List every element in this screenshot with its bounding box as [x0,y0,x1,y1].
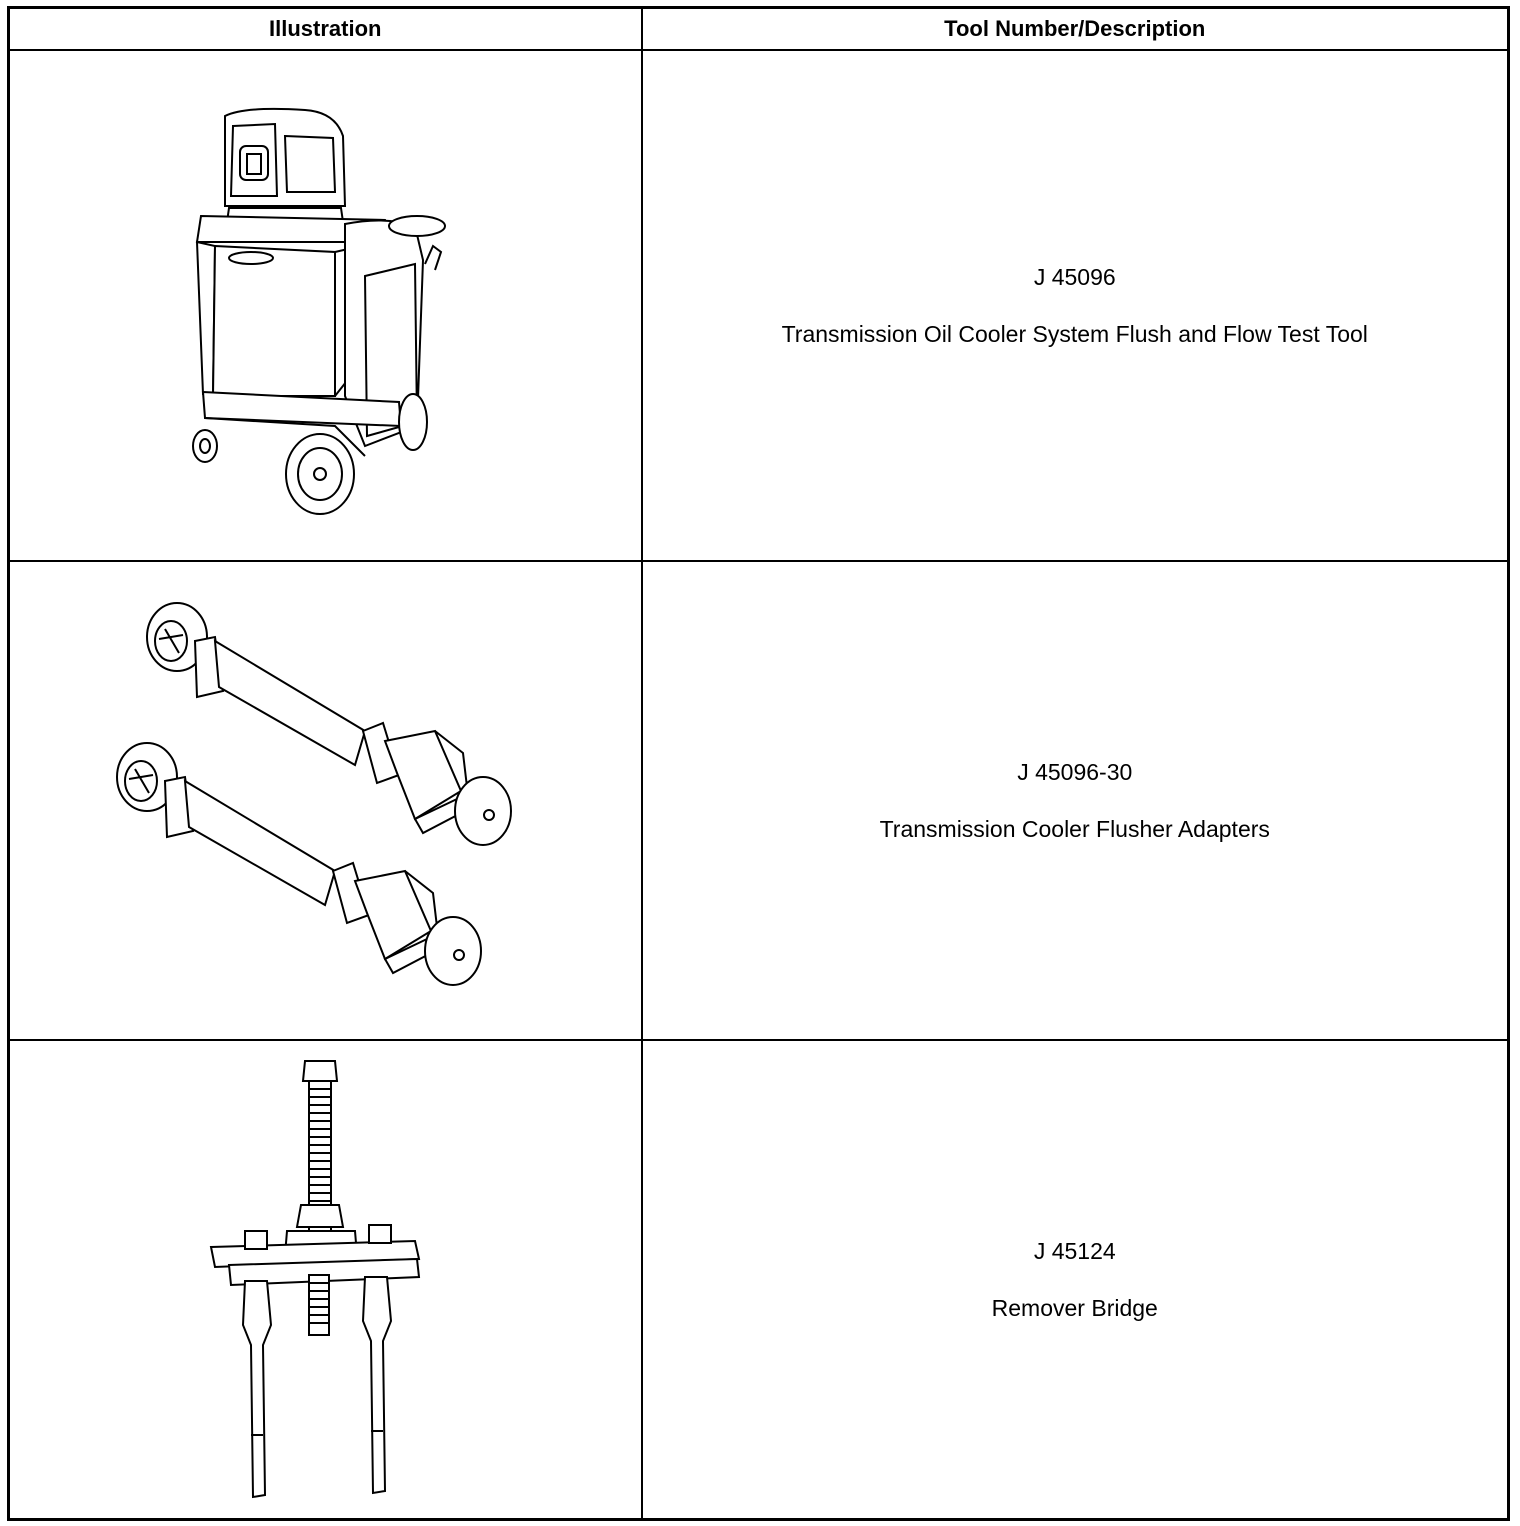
tool-number: J 45096 [1033,263,1116,290]
tool-description: Transmission Oil Cooler System Flush and Flow Test Tool [781,320,1368,347]
header-row [9,8,1509,51]
illustration-cell [9,1040,642,1519]
tool-description: Transmission Cooler Flusher Adapters [879,815,1270,842]
tool-number: J 45124 [1033,1237,1116,1264]
header-tool-description: Tool Number/Description [642,8,1509,51]
table-row [9,561,1509,1040]
remover-bridge-icon [205,1055,445,1505]
flusher-adapters-icon [115,601,535,1001]
table-row [9,1040,1509,1519]
illustration-cell [9,561,642,1040]
tool-description: Remover Bridge [991,1294,1158,1321]
description-cell [642,50,1509,561]
special-tools-table [7,6,1510,1521]
tool-number: J 45096-30 [1017,758,1133,785]
description-cell [642,561,1509,1040]
illustration-cell [9,50,642,561]
flush-cart-icon [185,96,465,516]
header-illustration: Illustration [9,8,642,51]
table-row [9,50,1509,561]
description-cell [642,1040,1509,1519]
